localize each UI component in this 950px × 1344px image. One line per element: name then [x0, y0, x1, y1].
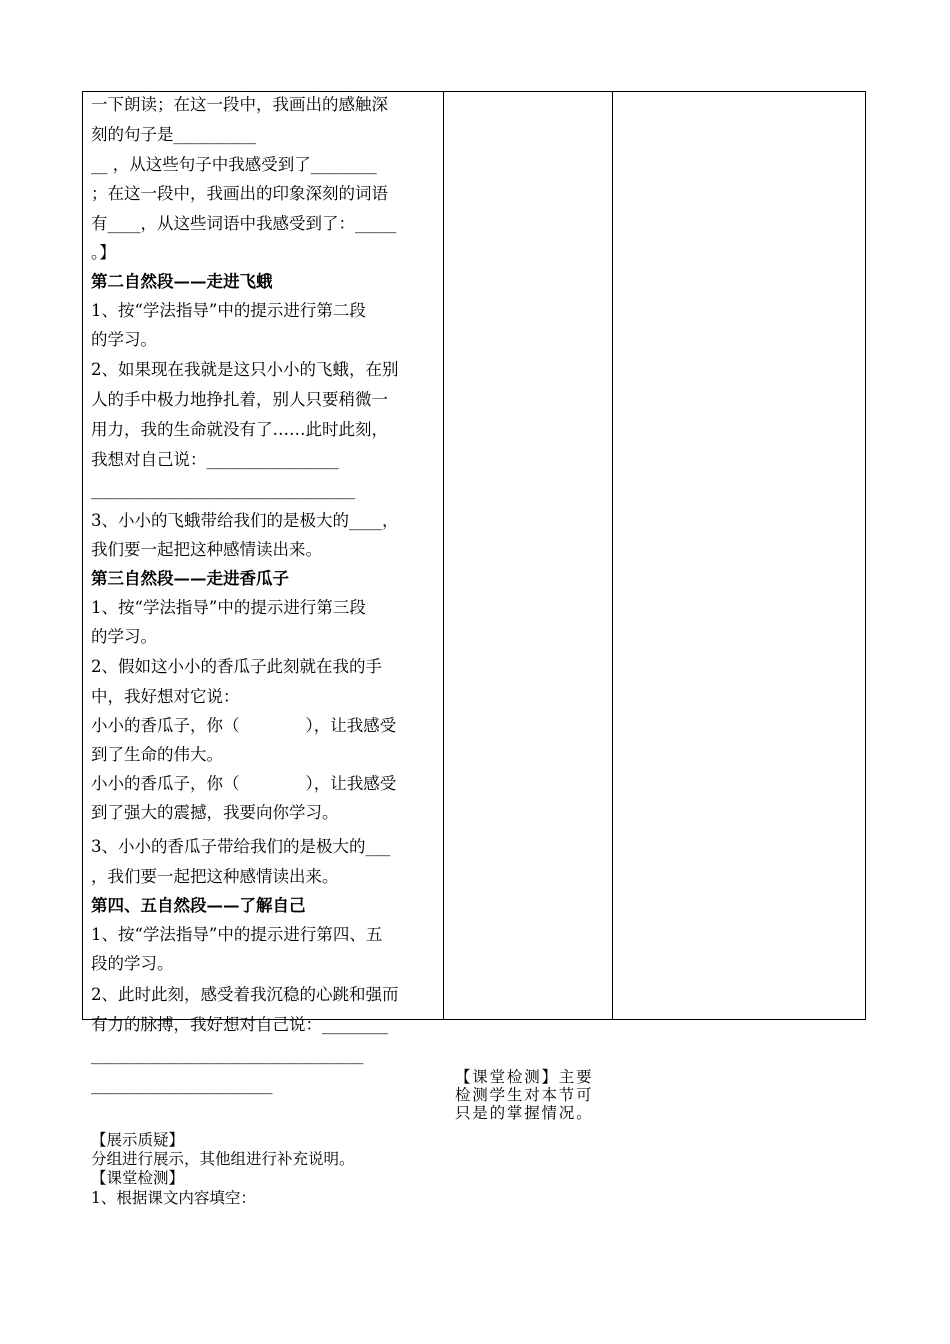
- teacher-note-column: [455, 1068, 607, 1122]
- text-line: 小小的香瓜子，你（ ），让我感受: [91, 774, 397, 793]
- text-line: 我想对自己说：________________: [91, 450, 339, 469]
- text-line: ；在这一段中，我画出的印象深刻的词语: [91, 184, 388, 203]
- text-line: 段的学习。: [91, 954, 174, 973]
- column-divider-1: [443, 92, 444, 1019]
- text-line: 到了强大的震撼，我要向你学习。: [91, 803, 339, 822]
- text-line: __ ，从这些句子中我感受到了________: [91, 155, 377, 174]
- column-divider-2: [612, 92, 613, 1019]
- text-line: 小小的香瓜子，你（ ），让我感受: [91, 716, 397, 735]
- text-line: 2、此时此刻，感受着我沉稳的心跳和强而: [91, 985, 399, 1004]
- section-heading: 第三自然段——走进香瓜子: [91, 569, 289, 588]
- text-line: 分组进行展示，其他组进行补充说明。: [91, 1150, 355, 1168]
- text-line: 1、按“学法指导”中的提示进行第二段: [91, 301, 366, 320]
- text-line: 刻的句子是__________: [91, 125, 256, 144]
- text-line: 一下朗读；在这一段中，我画出的感触深: [91, 95, 388, 114]
- text-line: 1、按“学法指导”中的提示进行第三段: [91, 598, 366, 617]
- text-line: 有力的脉搏，我好想对自己说：________: [91, 1015, 388, 1034]
- text-line: 1、根据课文内容填空：: [91, 1189, 256, 1207]
- blank-line: _________________________________: [91, 1045, 364, 1064]
- text-line: 3、小小的飞蛾带给我们的是极大的____，: [91, 511, 399, 530]
- text-line: 的学习。: [91, 330, 157, 349]
- text-line: 用力，我的生命就没有了……此时此刻，: [91, 420, 388, 439]
- text-line: 我们要一起把这种感情读出来。: [91, 540, 322, 559]
- text-line: 3、小小的香瓜子带给我们的是极大的___: [91, 837, 391, 856]
- blank-line: ________________________________: [91, 480, 355, 499]
- text-line: 。】: [91, 243, 116, 262]
- text-line: 2、假如这小小的香瓜子此刻就在我的手: [91, 657, 382, 676]
- text-line: 2、如果现在我就是这只小小的飞蛾，在别: [91, 360, 399, 379]
- text-line: 中，我好想对它说：: [91, 687, 240, 706]
- section-label-test: 【课堂检测】: [91, 1169, 185, 1187]
- text-line: ，我们要一起把这种感情读出来。: [91, 867, 339, 886]
- section-heading: 第四、五自然段——了解自己: [91, 896, 306, 915]
- text-line: 有____，从这些词语中我感受到了：_____: [91, 214, 397, 233]
- text-line: 1、按“学法指导”中的提示进行第四、五: [91, 925, 383, 944]
- section-label-display: 【展示质疑】: [91, 1131, 185, 1149]
- text-line: 人的手中极力地挣扎着，别人只要稍微一: [91, 390, 388, 409]
- text-line: 的学习。: [91, 627, 157, 646]
- blank-line: ______________________: [91, 1075, 273, 1094]
- text-line: 到了生命的伟大。: [91, 745, 223, 764]
- section-heading: 第二自然段——走进飞蛾: [91, 272, 273, 291]
- classroom-test-note: 【课堂检测】主要检测学生对本节可只是的掌握情况。: [455, 1068, 594, 1122]
